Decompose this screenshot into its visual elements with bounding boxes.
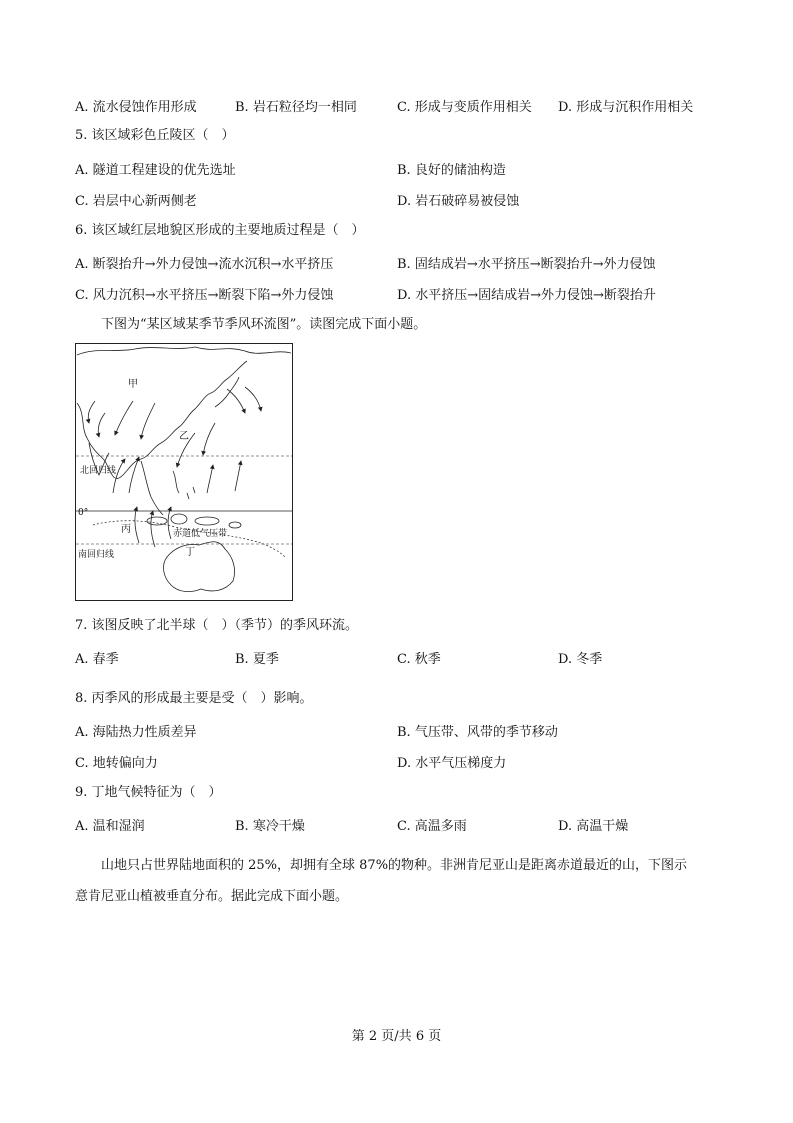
q9-option-a: A. 温和湿润 (75, 819, 145, 834)
q5-option-d: D. 岩石破碎易被侵蚀 (397, 194, 520, 209)
map-label-tropic-capricorn: 南回归线 (78, 550, 115, 560)
q8-option-d: D. 水平气压梯度力 (397, 756, 507, 771)
q9-option-c: C. 高温多雨 (397, 819, 467, 834)
q6-stem: 6. 该区域红层地貌区形成的主要地质过程是（ ） (75, 223, 365, 238)
q6-option-d: D. 水平挤压→固结成岩→外力侵蚀→断裂抬升 (397, 288, 656, 303)
q4-option-c: C. 形成与变质作用相关 (397, 100, 532, 115)
q6-option-a: A. 断裂抬升→外力侵蚀→流水沉积→水平挤压 (75, 257, 334, 272)
q6-option-c: C. 风力沉积→水平挤压→断裂下陷→外力侵蚀 (75, 288, 334, 303)
q7-option-c: C. 秋季 (397, 652, 441, 667)
q5-option-a: A. 隧道工程建设的优先选址 (75, 163, 236, 178)
map-label-itcz: 赤道低气压带 (173, 529, 228, 539)
q4-option-d: D. 形成与沉积作用相关 (558, 100, 694, 115)
map-label-bing: 丙 (121, 524, 131, 535)
map-label-yi: 乙 (179, 431, 189, 442)
q7-option-d: D. 冬季 (558, 652, 603, 667)
q8-option-a: A. 海陆热力性质差异 (75, 725, 197, 740)
q9-option-b: B. 寒冷干燥 (235, 819, 305, 834)
q9-stem: 9. 丁地气候特征为（ ） (75, 785, 222, 800)
q8-stem: 8. 丙季风的形成最主要是受（ ）影响。 (75, 691, 313, 706)
q5-stem: 5. 该区域彩色丘陵区（ ） (75, 128, 235, 143)
q7-stem: 7. 该图反映了北半球（ ）（季节）的季风环流。 (75, 618, 359, 633)
kenya-intro-line1: 山地只占世界陆地面积的 25%，却拥有全球 87%的物种。非洲肯尼亚山是距离赤道最近的山，下图示 (101, 858, 688, 873)
q5-option-b: B. 良好的储油构造 (397, 163, 506, 178)
q9-option-d: D. 高温干燥 (558, 819, 629, 834)
kenya-intro-line2: 意肯尼亚山植被垂直分布。据此完成下面小题。 (75, 889, 349, 904)
q7-option-a: A. 春季 (75, 652, 119, 667)
map-label-ding: 丁 (185, 547, 195, 558)
monsoon-intro: 下图为“某区域某季节季风环流图”。读图完成下面小题。 (101, 317, 427, 332)
monsoon-map-figure (75, 343, 293, 601)
q8-option-b: B. 气压带、风带的季节移动 (397, 725, 558, 740)
q4-option-b: B. 岩石粒径均一相同 (235, 100, 357, 115)
q6-option-b: B. 固结成岩→水平挤压→断裂抬升→外力侵蚀 (397, 257, 656, 272)
map-label-equator: 0° (78, 508, 89, 518)
q4-option-a: A. 流水侵蚀作用形成 (75, 100, 197, 115)
page-footer: 第 2 页/共 6 页 (351, 1029, 442, 1044)
q8-option-c: C. 地转偏向力 (75, 756, 158, 771)
q7-option-b: B. 夏季 (235, 652, 279, 667)
q5-option-c: C. 岩层中心新两侧老 (75, 194, 197, 209)
monsoon-map (75, 343, 293, 601)
map-label-jia: 甲 (128, 379, 138, 390)
map-label-tropic-cancer: 北回归线 (80, 466, 117, 476)
